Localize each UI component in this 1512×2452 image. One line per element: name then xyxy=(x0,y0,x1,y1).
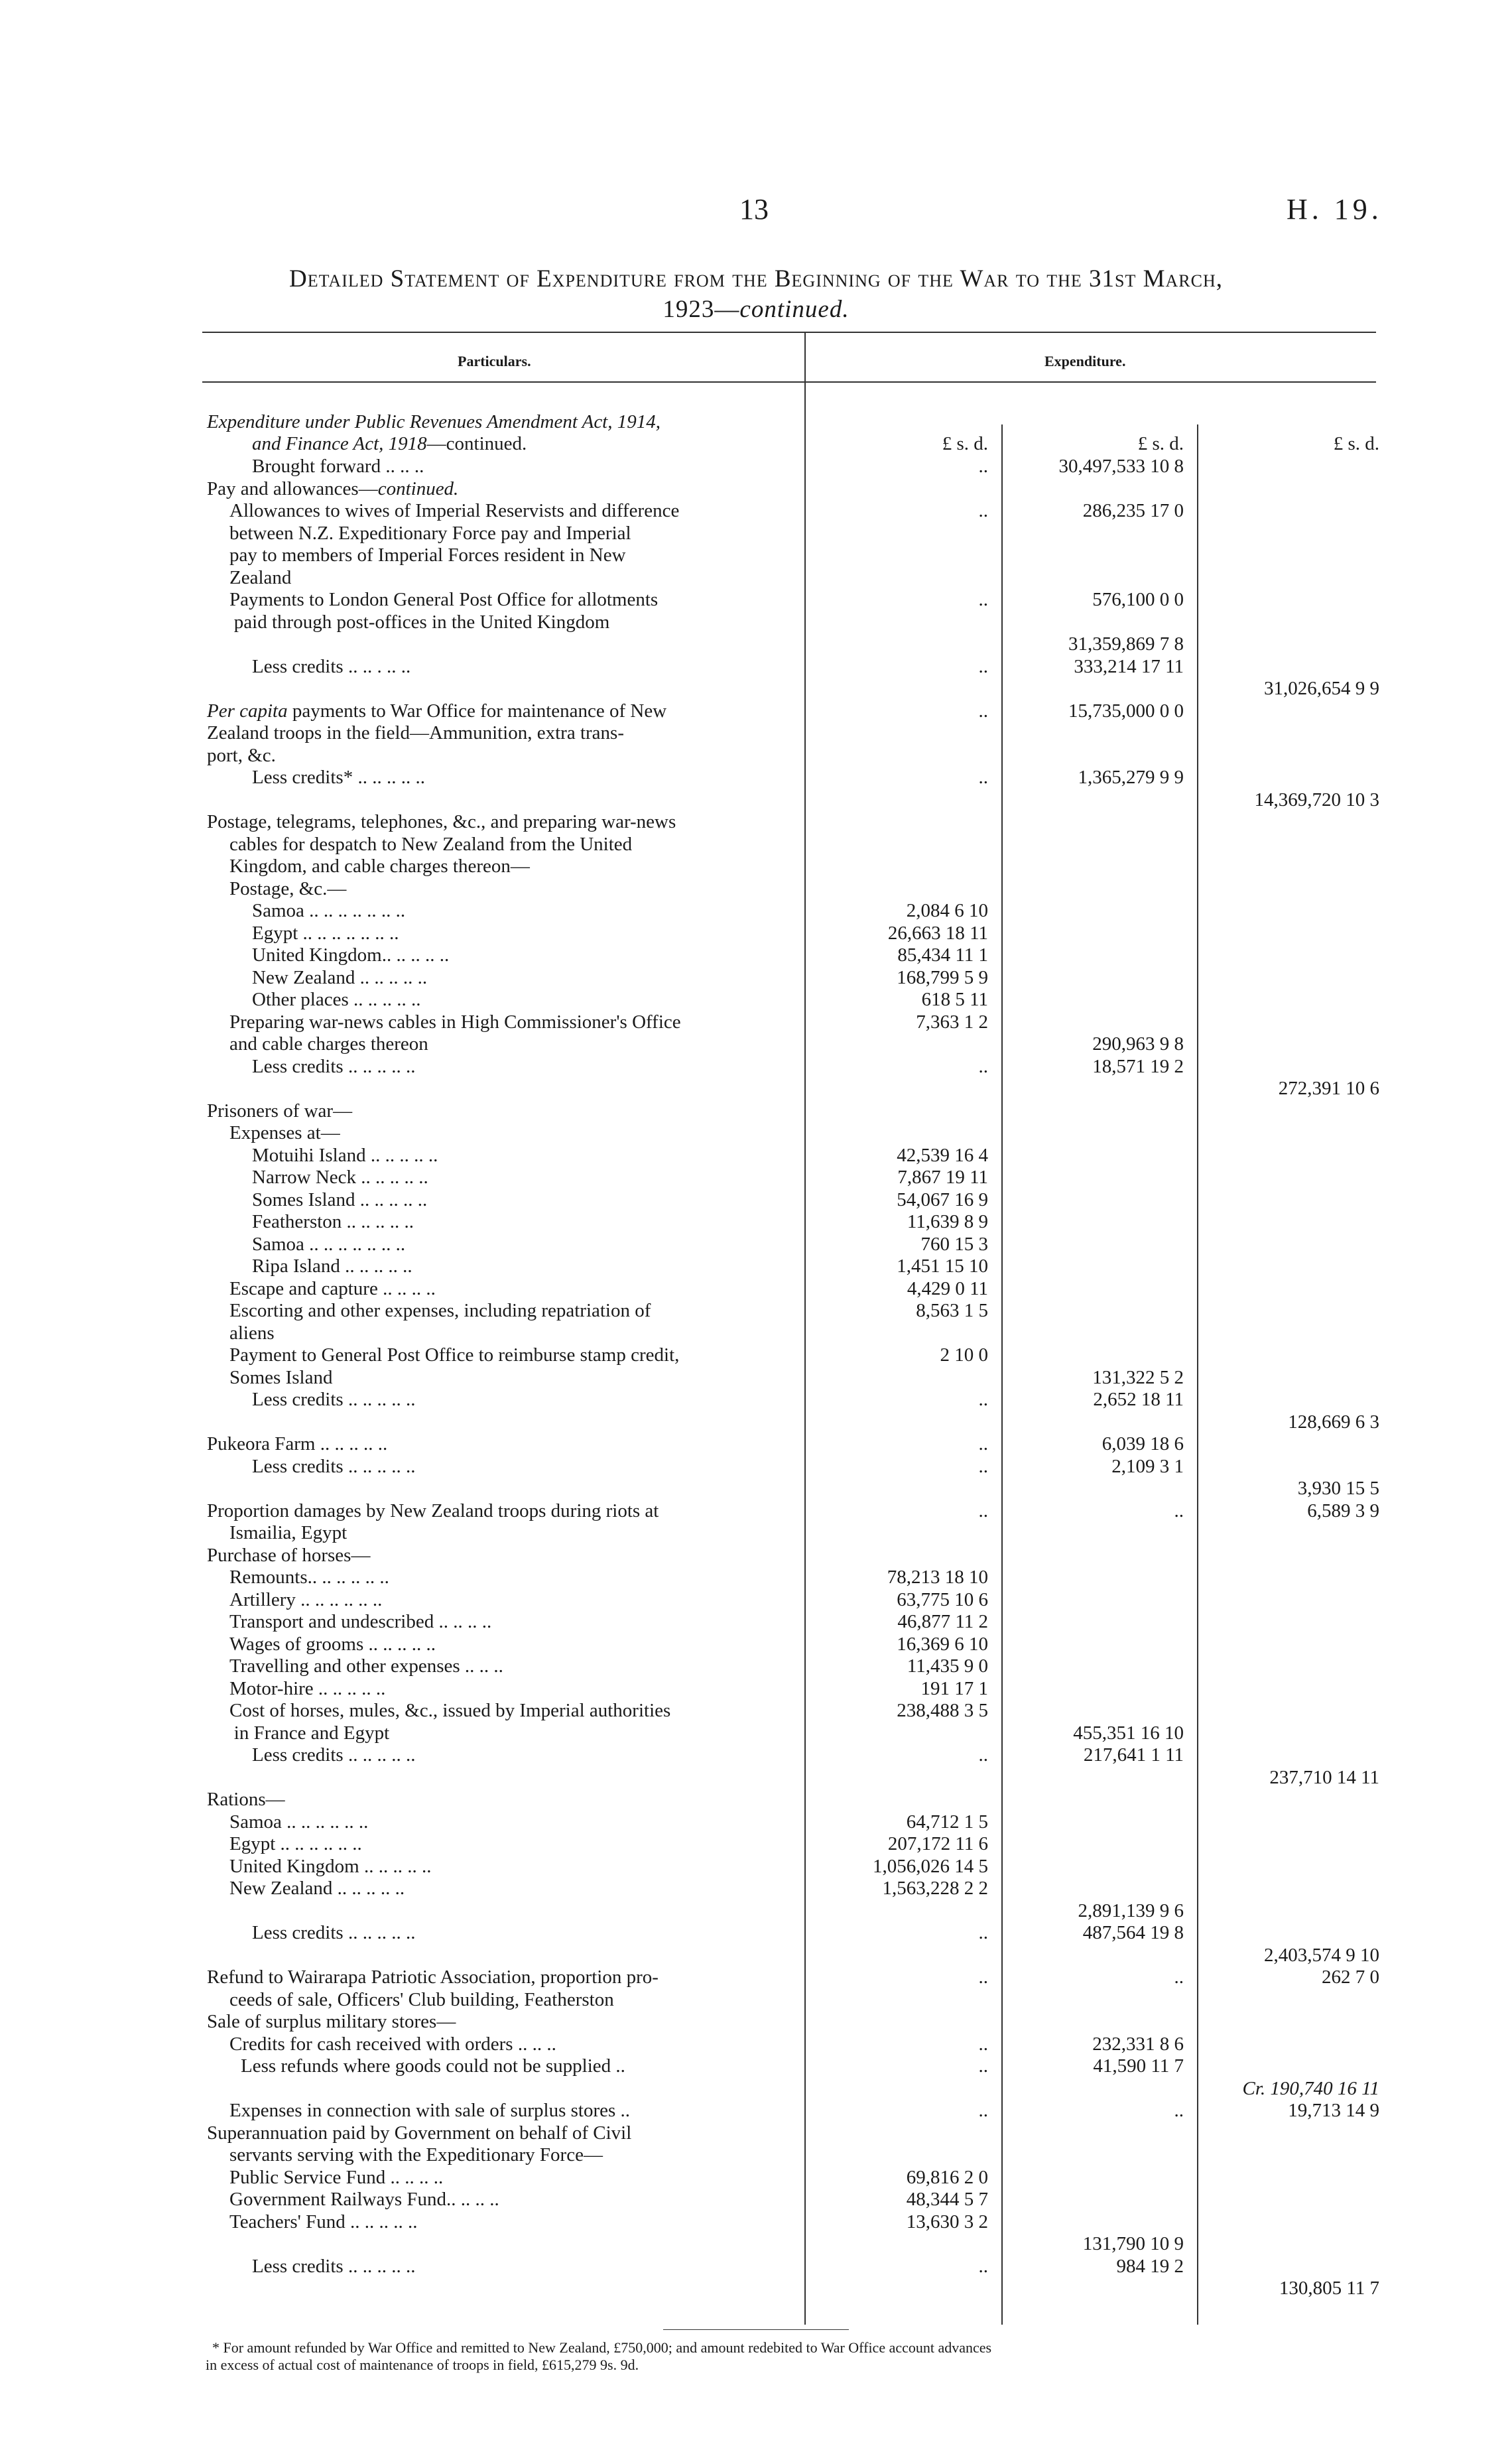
amount-c1: .. xyxy=(978,500,988,521)
row-particulars-text: New Zealand .. .. .. .. .. xyxy=(252,966,428,988)
row-particulars-text: Travelling and other expenses .. .. .. xyxy=(229,1655,503,1677)
row-particulars-text: Refund to Wairarapa Patriotic Association, proportion pro- xyxy=(207,1967,659,1988)
column-divider-expenditure-1 xyxy=(1001,424,1003,2325)
amount-c1: .. xyxy=(978,1055,988,1077)
row-particulars-text: Teachers' Fund .. .. .. .. .. xyxy=(229,2211,418,2232)
amount-c2: 18,571 19 2 xyxy=(1092,1055,1184,1077)
row-particulars-text: Kingdom, and cable charges thereon— xyxy=(229,856,530,877)
amount-c3: 262 7 0 xyxy=(1322,1967,1379,1988)
row-particulars-text: Samoa .. .. .. .. .. .. .. xyxy=(252,1233,406,1255)
row-particulars-text: Remounts.. .. .. .. .. .. xyxy=(229,1567,389,1588)
row-particulars xyxy=(207,478,458,501)
row-particulars-text: Other places .. .. .. .. .. xyxy=(252,989,421,1010)
amount-c1: 26,663 18 11 xyxy=(887,922,988,944)
row-particulars xyxy=(229,1033,428,1056)
amount-c3: Cr. 190,740 16 11 xyxy=(1242,2077,1379,2099)
amount-c1: 8,563 1 5 xyxy=(916,1300,988,1321)
amount-c1: 63,775 10 6 xyxy=(897,1588,988,1610)
amount-c1: .. xyxy=(978,2055,988,2077)
row-particulars xyxy=(229,1811,368,1834)
currency-header-col1: £ s. d. xyxy=(942,433,988,454)
row-particulars xyxy=(252,1389,415,1411)
row-particulars xyxy=(229,856,530,878)
row-particulars-text: in France and Egypt xyxy=(233,1722,390,1744)
row-particulars xyxy=(229,567,291,590)
row-particulars-text: pay to members of Imperial Forces resident in New xyxy=(229,545,626,566)
row-particulars xyxy=(252,656,410,678)
page-title xyxy=(0,264,1512,325)
amount-c2: 30,497,533 10 8 xyxy=(1058,456,1184,477)
row-particulars xyxy=(229,1567,389,1589)
row-particulars xyxy=(229,1011,681,1034)
row-particulars-text: Expenses at— xyxy=(229,1122,340,1143)
amount-c3: 2,403,574 9 10 xyxy=(1264,1944,1379,1966)
row-particulars-text: Public Service Fund .. .. .. .. xyxy=(229,2166,444,2188)
row-particulars-text: Less credits* .. .. .. .. .. xyxy=(252,767,425,788)
row-particulars-text: Transport and undescribed .. .. .. .. xyxy=(229,1611,492,1632)
row-particulars xyxy=(229,1589,382,1612)
amount-c3: 31,026,654 9 9 xyxy=(1264,678,1379,699)
column-header-expenditure: Expenditure. xyxy=(1044,353,1126,369)
amount-c2: .. xyxy=(1174,2100,1184,2121)
row-particulars-text: Postage, telegrams, telephones, &c., and preparing war-news xyxy=(207,811,676,832)
amount-c1: .. xyxy=(978,2033,988,2055)
row-particulars-text: Egypt .. .. .. .. .. .. .. xyxy=(252,922,399,944)
row-particulars-text: Samoa .. .. .. .. .. .. xyxy=(229,1811,369,1833)
amount-c1: 7,867 19 11 xyxy=(897,1167,988,1188)
row-particulars-text: Ripa Island .. .. .. .. .. xyxy=(252,1256,412,1277)
row-particulars-text: Proportion damages by New Zealand troops during riots at xyxy=(207,1500,659,1521)
row-particulars-text: Featherston .. .. .. .. .. xyxy=(252,1211,414,1232)
row-particulars-text: Less credits .. .. . .. .. xyxy=(252,655,411,677)
row-particulars-text: Less credits .. .. .. .. .. xyxy=(252,1455,416,1477)
amount-c2: 2,891,139 9 6 xyxy=(1078,1900,1184,1921)
column-header-particulars: Particulars. xyxy=(458,353,531,369)
section-heading-continued: —continued. xyxy=(426,433,527,454)
row-particulars-text: Sale of surplus military stores— xyxy=(207,2011,456,2032)
row-particulars-text: cables for despatch to New Zealand from the United xyxy=(229,833,633,855)
row-particulars-text: Escorting and other expenses, including repatriation of xyxy=(229,1300,651,1321)
row-particulars xyxy=(229,1700,670,1722)
row-particulars xyxy=(234,612,610,634)
row-particulars-text: Escape and capture .. .. .. .. xyxy=(229,1277,436,1299)
amount-c2: 15,735,000 0 0 xyxy=(1068,700,1184,722)
row-particulars-text: Wages of grooms .. .. .. .. .. xyxy=(229,1633,436,1655)
row-particulars-text: Preparing war-news cables in High Commissioner's Office xyxy=(229,1011,681,1033)
row-particulars-text: and cable charges thereon xyxy=(229,1033,428,1055)
title-line-2 xyxy=(0,294,1512,325)
amount-c2: 31,359,869 7 8 xyxy=(1068,633,1184,655)
amount-c1: 11,435 9 0 xyxy=(907,1655,988,1677)
row-particulars-text: Payments to London General Post Office for allotments xyxy=(229,589,659,610)
amount-c1: 11,639 8 9 xyxy=(907,1211,988,1232)
amount-c2: 984 19 2 xyxy=(1116,2255,1184,2277)
row-particulars-text: Pay and allowances— xyxy=(207,478,378,499)
section-heading-line-1: Expenditure under Public Revenues Amendment Act, 1914, xyxy=(207,411,661,432)
currency-header-col2: £ s. d. xyxy=(1137,433,1184,454)
document-code: H. 19. xyxy=(1287,193,1383,226)
row-particulars-text: Motor-hire .. .. .. .. .. xyxy=(229,1677,386,1699)
row-particulars xyxy=(241,2055,625,2078)
row-particulars xyxy=(207,1967,659,1989)
footnote-rule xyxy=(663,2329,849,2330)
title-continued: continued. xyxy=(739,296,850,323)
row-particulars-text: Less refunds where goods could not be supplied .. xyxy=(241,2055,625,2077)
row-particulars xyxy=(229,1989,614,2012)
row-particulars-text: Pukeora Farm .. .. .. .. .. xyxy=(207,1433,388,1454)
row-particulars xyxy=(229,1611,491,1634)
row-particulars-text: Credits for cash received with orders .. .. .. xyxy=(229,2033,556,2055)
amount-c1: .. xyxy=(978,456,988,477)
amount-c1: 2,084 6 10 xyxy=(906,900,988,921)
row-particulars-text: Purchase of horses— xyxy=(207,1544,371,1566)
row-particulars-text: Samoa .. .. .. .. .. .. .. xyxy=(252,900,406,921)
amount-c1: 16,369 6 10 xyxy=(897,1633,988,1655)
row-particulars-text: Less credits .. .. .. .. .. xyxy=(252,1389,416,1410)
row-particulars xyxy=(252,1056,415,1078)
row-particulars-text: Artillery .. .. .. .. .. .. xyxy=(229,1588,383,1610)
amount-c2: .. xyxy=(1174,1967,1184,1988)
row-particulars xyxy=(229,1833,362,1856)
amount-c1: .. xyxy=(978,2255,988,2277)
row-particulars xyxy=(229,834,632,856)
amount-c1: 4,429 0 11 xyxy=(907,1277,988,1299)
row-particulars xyxy=(252,1167,428,1189)
row-particulars xyxy=(229,589,658,612)
row-particulars-text: Egypt .. .. .. .. .. .. xyxy=(229,1833,362,1854)
row-particulars xyxy=(229,1678,385,1701)
amount-c3: 128,669 6 3 xyxy=(1288,1411,1379,1433)
row-particulars-text: Postage, &c.— xyxy=(229,877,347,899)
amount-c3: 130,805 11 7 xyxy=(1279,2278,1379,2299)
row-particulars xyxy=(229,878,346,901)
row-particulars-text: United Kingdom .. .. .. .. .. xyxy=(229,1855,432,1877)
row-particulars-text: servants serving with the Expeditionary Force— xyxy=(229,2144,603,2165)
row-particulars-italic: Per capita xyxy=(207,700,288,722)
amount-c2: 576,100 0 0 xyxy=(1092,589,1184,610)
row-particulars-text: Less credits .. .. .. .. .. xyxy=(252,1055,416,1077)
amount-c3: 14,369,720 10 3 xyxy=(1254,789,1379,810)
row-particulars xyxy=(252,1211,414,1234)
row-particulars xyxy=(252,1189,427,1212)
section-heading-line-2 xyxy=(252,433,527,456)
amount-c1: 13,630 3 2 xyxy=(906,2211,988,2232)
amount-c3: 6,589 3 9 xyxy=(1307,1500,1379,1521)
amount-c1: 238,488 3 5 xyxy=(897,1700,988,1721)
row-particulars xyxy=(229,2211,417,2234)
footnote-line-2: in excess of actual cost of maintenance of troops in field, £615,279 9s. 9d. xyxy=(206,2356,639,2373)
row-particulars-text: Brought forward .. .. .. xyxy=(252,456,424,477)
amount-c1: 191 17 1 xyxy=(920,1677,988,1699)
row-particulars-italic: continued. xyxy=(377,478,459,499)
amount-c1: 7,363 1 2 xyxy=(916,1011,988,1033)
row-particulars xyxy=(229,1344,679,1367)
row-particulars xyxy=(207,1789,285,1811)
amount-c2: 232,331 8 6 xyxy=(1092,2033,1184,2055)
row-particulars xyxy=(229,1878,405,1900)
row-particulars-text: aliens xyxy=(229,1322,275,1344)
column-divider-expenditure-2 xyxy=(1197,424,1198,2325)
amount-c2: 41,590 11 7 xyxy=(1093,2055,1184,2077)
amount-c1: 1,451 15 10 xyxy=(897,1256,988,1277)
row-particulars xyxy=(207,745,276,767)
row-particulars-text: Less credits .. .. .. .. .. xyxy=(252,2255,416,2277)
row-particulars xyxy=(229,1122,340,1145)
row-particulars-text: Payment to General Post Office to reimburse stamp credit, xyxy=(229,1344,680,1366)
row-particulars xyxy=(229,2167,443,2189)
row-particulars-text: Narrow Neck .. .. .. .. .. xyxy=(252,1167,428,1188)
page-number: 13 xyxy=(739,193,769,226)
row-particulars xyxy=(252,1256,412,1278)
amount-c1: 42,539 16 4 xyxy=(897,1144,988,1166)
row-particulars xyxy=(207,2011,456,2033)
row-particulars xyxy=(252,1922,415,1945)
amount-c2: 487,564 19 8 xyxy=(1082,1922,1184,1943)
amount-c3: 237,710 14 11 xyxy=(1269,1766,1379,1788)
row-particulars-text: Rations— xyxy=(207,1789,285,1810)
row-particulars xyxy=(229,2100,630,2122)
row-particulars-text: Less credits .. .. .. .. .. xyxy=(252,1922,416,1943)
row-particulars-text: Superannuation paid by Government on behalf of Civil xyxy=(207,2122,632,2144)
amount-c1: 54,067 16 9 xyxy=(897,1189,988,1210)
row-particulars-text: Ismailia, Egypt xyxy=(229,1522,347,1543)
amount-c1: .. xyxy=(978,1922,988,1943)
amount-c1: 64,712 1 5 xyxy=(906,1811,988,1833)
amount-c2: 290,963 9 8 xyxy=(1092,1033,1184,1055)
amount-c1: 78,213 18 10 xyxy=(887,1567,988,1588)
row-particulars-text: Allowances to wives of Imperial Reservists and difference xyxy=(229,500,680,521)
row-particulars xyxy=(229,1634,436,1656)
row-particulars-text: Cost of horses, mules, &c., issued by Imperial authorities xyxy=(229,1700,671,1721)
row-particulars xyxy=(229,1300,651,1323)
table-top-rule xyxy=(202,332,1376,333)
amount-c2: 217,641 1 11 xyxy=(1083,1744,1184,1766)
row-particulars-text: Zealand troops in the field—Ammunition, extra trans- xyxy=(207,722,624,743)
row-particulars xyxy=(229,2033,556,2056)
row-particulars-text: Somes Island .. .. .. .. .. xyxy=(252,1189,428,1210)
amount-c1: .. xyxy=(978,1744,988,1766)
row-particulars xyxy=(252,1456,415,1478)
amount-c2: .. xyxy=(1174,1500,1184,1521)
amount-c2: 2,109 3 1 xyxy=(1111,1455,1184,1477)
row-particulars xyxy=(229,2144,603,2167)
row-particulars xyxy=(252,1744,415,1767)
row-particulars xyxy=(252,1234,405,1256)
row-particulars-text: payments to War Office for maintenance of New xyxy=(287,700,667,722)
row-particulars-text: United Kingdom.. .. .. .. .. xyxy=(252,944,450,966)
row-particulars xyxy=(229,1522,347,1545)
amount-c1: .. xyxy=(978,1433,988,1454)
row-particulars xyxy=(229,2189,499,2211)
row-particulars xyxy=(207,811,676,834)
row-particulars xyxy=(252,967,427,990)
amount-c1: 207,172 11 6 xyxy=(887,1833,988,1854)
amount-c1: 168,799 5 9 xyxy=(897,966,988,988)
row-particulars-text: ceeds of sale, Officers' Club building, Featherston xyxy=(229,1988,614,2010)
amount-c1: .. xyxy=(978,589,988,610)
title-year: 1923— xyxy=(662,296,740,323)
amount-c2: 455,351 16 10 xyxy=(1073,1722,1184,1744)
amount-c2: 286,235 17 0 xyxy=(1082,500,1184,521)
amount-c1: .. xyxy=(978,2100,988,2121)
row-particulars xyxy=(252,767,425,789)
amount-c3: 19,713 14 9 xyxy=(1288,2100,1379,2121)
row-particulars xyxy=(207,2122,631,2145)
row-particulars xyxy=(229,1856,432,1878)
amount-c1: 69,816 2 0 xyxy=(906,2166,988,2188)
row-particulars xyxy=(252,989,421,1011)
footnote-line-1: * For amount refunded by War Office and remitted to New Zealand, £750,000; and amount redebited to War Office account advances xyxy=(212,2339,992,2356)
row-particulars-text: Zealand xyxy=(229,566,292,588)
row-particulars xyxy=(207,722,624,745)
row-particulars xyxy=(207,1100,352,1123)
amount-c3: 272,391 10 6 xyxy=(1278,1078,1379,1099)
amount-c1: .. xyxy=(978,767,988,788)
row-particulars-text: Prisoners of war— xyxy=(207,1100,353,1122)
amount-c1: 1,056,026 14 5 xyxy=(873,1855,988,1877)
amount-c2: 131,322 5 2 xyxy=(1092,1366,1184,1388)
amount-c1: 85,434 11 1 xyxy=(897,944,988,966)
amount-c1: .. xyxy=(978,655,988,677)
amount-c2: 131,790 10 9 xyxy=(1082,2233,1184,2254)
row-particulars xyxy=(252,1145,438,1167)
amount-c1: .. xyxy=(978,1389,988,1410)
row-particulars xyxy=(229,523,631,545)
amount-c1: .. xyxy=(978,1967,988,1988)
row-particulars xyxy=(229,1655,503,1678)
row-particulars xyxy=(252,923,399,945)
row-particulars-text: Somes Island xyxy=(229,1366,333,1388)
row-particulars-text: between N.Z. Expeditionary Force pay and Imperial xyxy=(229,522,631,544)
amount-c1: 1,563,228 2 2 xyxy=(882,1878,988,1899)
amount-c1: .. xyxy=(978,700,988,722)
row-particulars-text: paid through post-offices in the United Kingdom xyxy=(233,611,610,633)
row-particulars xyxy=(252,2256,415,2278)
column-divider-particulars xyxy=(804,332,806,2325)
section-heading-act: and Finance Act, 1918 xyxy=(252,433,427,454)
amount-c1: .. xyxy=(978,1455,988,1477)
row-particulars xyxy=(252,944,449,967)
amount-c2: 2,652 18 11 xyxy=(1093,1389,1184,1410)
row-particulars-text: New Zealand .. .. .. .. .. xyxy=(229,1878,405,1899)
row-particulars xyxy=(229,1323,275,1345)
row-particulars-text: Less credits .. .. .. .. .. xyxy=(252,1744,416,1766)
row-particulars xyxy=(229,545,626,567)
amount-c2: 6,039 18 6 xyxy=(1102,1433,1184,1454)
row-particulars-text: Motuihi Island .. .. .. .. .. xyxy=(252,1144,438,1166)
row-particulars xyxy=(229,500,679,523)
row-particulars xyxy=(207,1545,370,1567)
amount-c1: 760 15 3 xyxy=(920,1233,988,1255)
row-particulars xyxy=(207,700,666,723)
amount-c1: 46,877 11 2 xyxy=(897,1611,988,1632)
row-particulars xyxy=(252,456,424,478)
row-particulars xyxy=(234,1722,389,1745)
amount-c2: 1,365,279 9 9 xyxy=(1078,767,1184,788)
row-particulars-text: Expenses in connection with sale of surplus stores .. xyxy=(229,2100,631,2121)
title-line-1: Detailed Statement of Expenditure from the Beginning of the War to the 31st March, xyxy=(289,265,1223,292)
row-particulars xyxy=(229,1367,332,1389)
row-particulars-text: port, &c. xyxy=(207,744,276,766)
row-particulars-text: Government Railways Fund.. .. .. .. xyxy=(229,2189,499,2210)
table-header-rule xyxy=(202,381,1376,383)
amount-c1: .. xyxy=(978,1500,988,1521)
row-particulars xyxy=(207,1500,659,1523)
row-particulars xyxy=(252,900,405,923)
amount-c1: 48,344 5 7 xyxy=(906,2189,988,2210)
currency-header-col3: £ s. d. xyxy=(1333,433,1379,454)
amount-c1: 2 10 0 xyxy=(940,1344,988,1366)
amount-c3: 3,930 15 5 xyxy=(1297,1478,1379,1499)
row-particulars xyxy=(229,1278,436,1301)
amount-c1: 618 5 11 xyxy=(921,989,988,1010)
row-particulars xyxy=(207,1433,387,1456)
amount-c2: 333,214 17 11 xyxy=(1074,655,1184,677)
